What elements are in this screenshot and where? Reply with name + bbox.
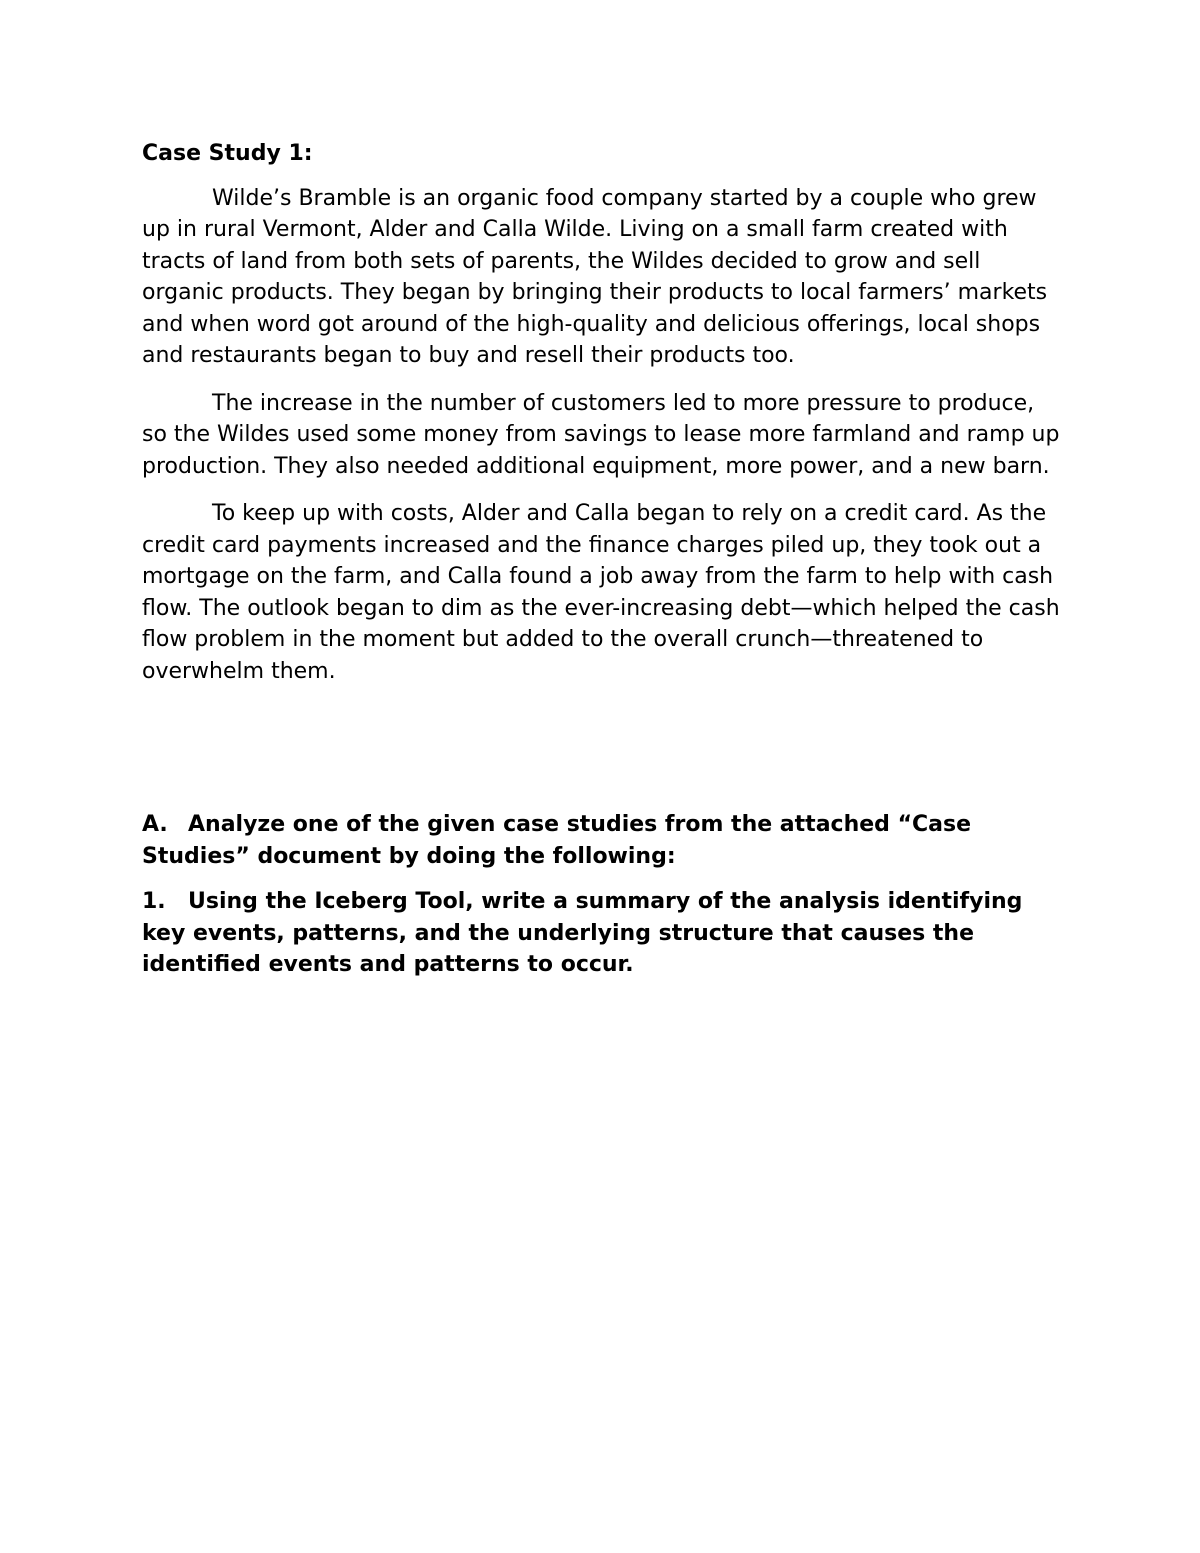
task-1-text: Using the Iceberg Tool, write a summary of the analysis identifying key events, patterns, and the underlying structure that causes the identified events and patterns to occur. (142, 889, 1023, 977)
task-1-label: 1. (142, 889, 166, 914)
case-study-paragraph-3: To keep up with costs, Alder and Calla began to rely on a credit card. As the credit card payments increased and the finance charges piled up, they took out a mortgage on the farm, and Calla found a job away from the farm to help with cash flow. The outlook began to dim as the ever-increasing debt—which helped the cash flow problem in the moment but added to the overall crunch—threatened to overwhelm them. (142, 501, 1060, 684)
document-page (142, 138, 1062, 995)
case-study-title: Case Study 1: (142, 141, 313, 166)
task-a (142, 809, 1062, 872)
case-study-paragraph-1: Wilde’s Bramble is an organic food company started by a couple who grew up in rural Vermont, Alder and Calla Wilde. Living on a small farm created with tracts of land from both sets of parents, the Wildes decided to grow and sell organic products. They began by bringing their products to local farmers’ markets and when word got around of the high-quality and delicious offerings, local shops and restaurants began to buy and resell their products too. (142, 185, 1048, 368)
task-1 (142, 886, 1062, 981)
task-a-label: A. (142, 812, 168, 837)
section-spacer (142, 703, 1062, 809)
task-a-text: Analyze one of the given case studies from the attached “Case Studies” document by doing the following: (142, 812, 972, 869)
case-study-paragraph-2: The increase in the number of customers led to more pressure to produce, so the Wildes used some money from savings to lease more farmland and ramp up production. They also needed additional equipment, more power, and a new barn. (142, 390, 1060, 479)
